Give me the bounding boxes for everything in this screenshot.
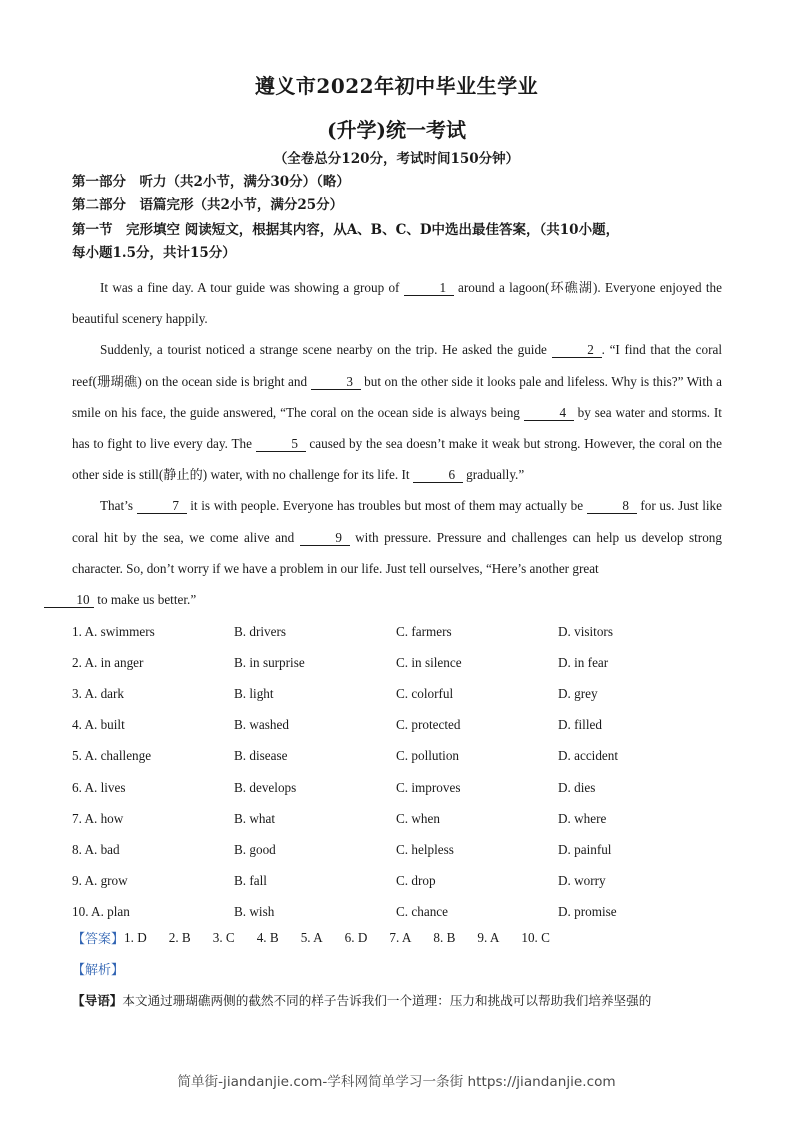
question-row-2 bbox=[72, 647, 732, 678]
passage-paragraph-1 bbox=[72, 272, 722, 334]
option-d: D. where bbox=[558, 810, 607, 826]
guide-tag: 【导语】 bbox=[72, 993, 123, 1008]
option-c: C. farmers bbox=[396, 623, 452, 639]
option-c: C. protected bbox=[396, 717, 461, 733]
option-d: D. dies bbox=[558, 779, 596, 795]
question-options bbox=[72, 616, 732, 928]
option-a: 3. A. dark bbox=[72, 685, 125, 701]
option-d: D. painful bbox=[558, 841, 612, 857]
option-c: C. improves bbox=[396, 779, 461, 795]
cloze-passage bbox=[72, 272, 722, 615]
option-c: C. pollution bbox=[396, 748, 460, 764]
option-d: D. worry bbox=[558, 873, 606, 889]
blank-6: 6 bbox=[413, 467, 463, 483]
option-d: D. grey bbox=[558, 685, 598, 701]
guide-text: 本文通过珊瑚礁两侧的截然不同的样子告诉我们一个道理：压力和挑战可以帮助我们培养坚强的 bbox=[122, 993, 652, 1008]
passage-text: . “I find that the coral reef(珊瑚礁) on the ocean side is bright and bbox=[72, 342, 722, 389]
answer-item: 9. A bbox=[477, 929, 500, 945]
question-row-7 bbox=[72, 803, 732, 834]
passage-text: caused by the sea doesn’t make it weak but strong. However, the coral on the other side is still(静止的) water, with no challenge for its life. It bbox=[72, 436, 722, 483]
option-d: D. visitors bbox=[558, 623, 613, 639]
passage-text: to make us better.” bbox=[94, 592, 197, 608]
answer-item: 3. C bbox=[212, 929, 235, 945]
option-c: C. chance bbox=[396, 904, 448, 920]
option-b: B. good bbox=[234, 841, 276, 857]
answer-item: 5. A bbox=[300, 929, 323, 945]
option-a: 9. A. grow bbox=[72, 873, 128, 889]
answer-item: 2. B bbox=[168, 929, 191, 945]
option-c: C. colorful bbox=[396, 685, 454, 701]
exam-title-line1: 遵义市2022年初中毕业生学业 bbox=[254, 74, 539, 98]
blank-3: 3 bbox=[311, 374, 361, 390]
question-row-5 bbox=[72, 741, 732, 772]
option-a: 8. A. bad bbox=[72, 841, 120, 857]
option-b: B. disease bbox=[234, 748, 288, 764]
analysis-heading bbox=[72, 959, 124, 978]
question-row-8 bbox=[72, 834, 732, 865]
question-row-6 bbox=[72, 772, 732, 803]
option-a: 1. A. swimmers bbox=[72, 623, 155, 639]
answer-item: 4. B bbox=[256, 929, 279, 945]
option-c: C. drop bbox=[396, 873, 436, 889]
answer-item: 1. D bbox=[124, 929, 147, 945]
passage-paragraph-2 bbox=[72, 334, 722, 490]
option-a: 6. A. lives bbox=[72, 779, 126, 795]
passage-text: but on the other side it looks pale and lifeless. Why is this?” With a smile on his face, the guide answered, “The coral on the ocean side is always being bbox=[72, 373, 722, 420]
blank-2: 2 bbox=[552, 342, 602, 358]
guide-paragraph bbox=[72, 990, 732, 1009]
option-d: D. promise bbox=[558, 904, 617, 920]
blank-5: 5 bbox=[256, 436, 306, 452]
option-d: D. in fear bbox=[558, 654, 609, 670]
question-row-9 bbox=[72, 866, 732, 897]
passage-paragraph-3 bbox=[72, 490, 722, 615]
option-d: D. accident bbox=[558, 748, 619, 764]
option-c: C. in silence bbox=[396, 654, 462, 670]
option-b: B. drivers bbox=[234, 623, 287, 639]
exam-title-line2: (升学)统一考试 bbox=[327, 118, 466, 142]
answer-key bbox=[72, 928, 572, 947]
passage-text: It was a fine day. A tour guide was showing a group of bbox=[100, 280, 404, 295]
option-b: B. in surprise bbox=[234, 654, 305, 670]
option-b: B. develops bbox=[234, 779, 297, 795]
answer-item: 6. D bbox=[344, 929, 368, 945]
option-a: 10. A. plan bbox=[72, 904, 130, 920]
section-cloze-instructions-cont: 每小题1.5分，共计15分） bbox=[72, 245, 236, 261]
answer-label: 【答案】 bbox=[72, 932, 125, 947]
passage-text: for us. Just like coral hit by the sea, we come alive and bbox=[72, 498, 723, 545]
option-c: C. when bbox=[396, 810, 440, 826]
section-cloze-instructions: 第一节 完形填空 阅读短文，根据其内容，从A、B、C、D中选出最佳答案，（共10小题， bbox=[72, 222, 620, 238]
analysis-label: 【解析】 bbox=[72, 963, 125, 978]
option-a: 2. A. in anger bbox=[72, 654, 144, 670]
option-b: B. what bbox=[234, 810, 276, 826]
section-listening: 第一部分 听力（共2小节，满分30分）（略） bbox=[72, 174, 350, 190]
passage-text: around a lagoon(环礁湖). Everyone enjoyed the beautiful scenery happily. bbox=[72, 280, 722, 327]
option-b: B. fall bbox=[234, 873, 267, 889]
question-row-3 bbox=[72, 678, 732, 709]
option-a: 5. A. challenge bbox=[72, 748, 152, 764]
answer-item: 10. C bbox=[521, 929, 550, 945]
blank-10: 10 bbox=[44, 592, 94, 608]
passage-text: by sea water and storms. It has to fight to live every day. The bbox=[72, 404, 722, 452]
question-row-4 bbox=[72, 710, 732, 741]
passage-text: it is with people. Everyone has troubles but most of them may actually be bbox=[186, 498, 587, 514]
exam-subtitle: （全卷总分120分，考试时间150分钟） bbox=[273, 151, 520, 167]
blank-9: 9 bbox=[300, 530, 350, 546]
question-row-1 bbox=[72, 616, 732, 647]
blank-4: 4 bbox=[524, 405, 574, 421]
option-b: B. light bbox=[234, 685, 274, 701]
blank-1: 1 bbox=[404, 280, 454, 296]
section-cloze-part: 第二部分 语篇完形（共2小节，满分25分） bbox=[72, 197, 344, 213]
option-c: C. helpless bbox=[396, 841, 454, 857]
option-d: D. filled bbox=[558, 717, 602, 733]
blank-7: 7 bbox=[137, 498, 187, 514]
answer-item: 8. B bbox=[433, 929, 456, 945]
question-row-10 bbox=[72, 897, 732, 928]
passage-text: That’s bbox=[100, 498, 137, 514]
passage-text: gradually.” bbox=[462, 467, 525, 483]
answer-item: 7. A bbox=[389, 929, 412, 945]
passage-text: with pressure. Pressure and challenges can help us develop strong character. So, don’t worry if we have a problem in our life. Just tell ourselves, “Here’s another great bbox=[72, 529, 722, 576]
option-b: B. washed bbox=[234, 717, 289, 733]
option-b: B. wish bbox=[234, 904, 275, 920]
option-a: 7. A. how bbox=[72, 810, 124, 826]
watermark-footer: 简单街-jiandanjie.com-学科网简单学习一条街 https://jiandanjie.com bbox=[177, 1074, 616, 1090]
blank-8: 8 bbox=[587, 498, 637, 514]
passage-text: Suddenly, a tourist noticed a strange scene nearby on the trip. He asked the guide bbox=[100, 342, 552, 358]
option-a: 4. A. built bbox=[72, 717, 125, 733]
